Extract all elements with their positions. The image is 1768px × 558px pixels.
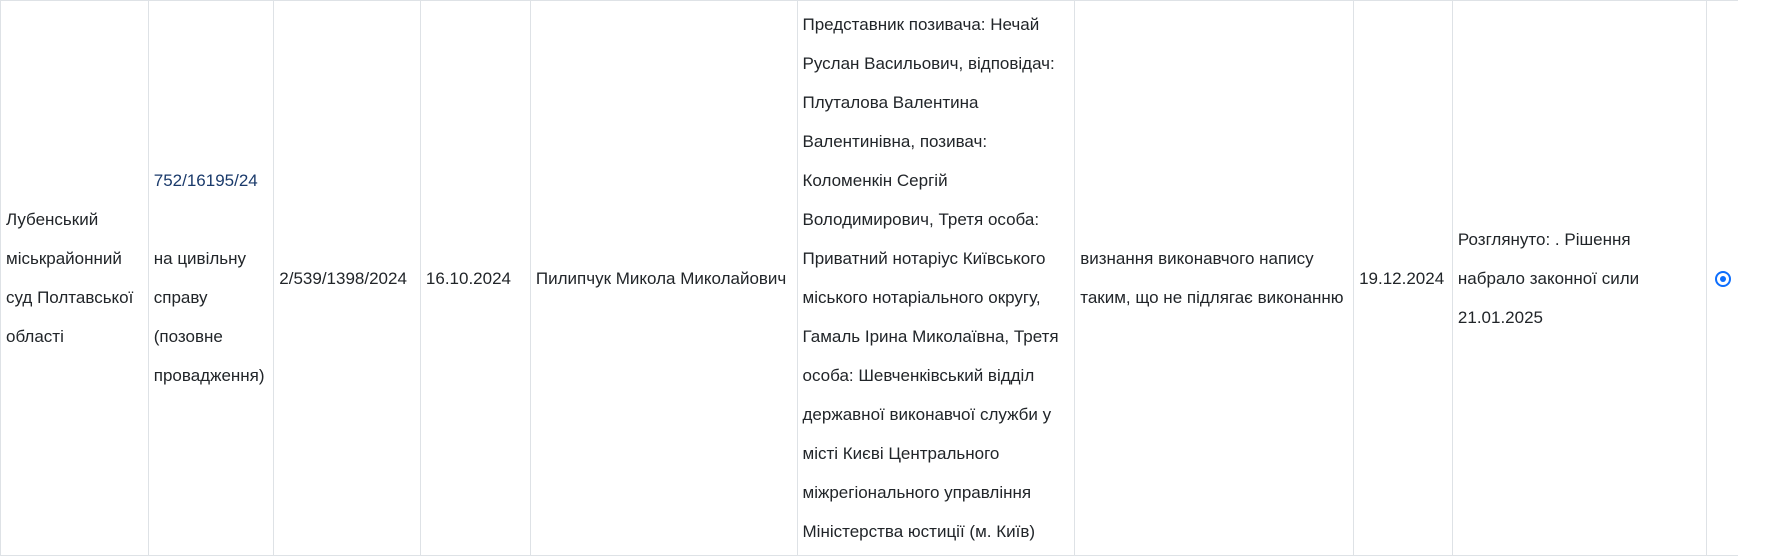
- judge-name: Пилипчук Микола Миколайович: [535, 268, 787, 288]
- case-number-link[interactable]: 752/16195/24: [153, 171, 258, 190]
- registration-date: 16.10.2024: [425, 268, 512, 288]
- case-number-cell: [148, 1, 274, 556]
- proceeding-number-cell: [274, 1, 421, 556]
- parties-text: Представник позивача: Нечай Руслан Васильович, відповідач: Плуталова Валентина Валентинівна, позивач: Коломенкін Сергій Володимирович, Третя особа: Приватний нотаріус Київського міського нотаріального округу, Гамаль Ірина Миколаївна, Третя особа: Шевченківський відділ державної виконавчої служби у місті Києві Центрального міжрегіонального управління Міністерства юстиції (м. Київ): [802, 15, 1059, 541]
- subject-text: визнання виконавчого напису таким, що не підлягає виконанню: [1080, 249, 1344, 307]
- parties-cell: [797, 1, 1075, 556]
- proceeding-number: 2/539/1398/2024: [279, 268, 407, 288]
- select-cell: [1707, 1, 1738, 556]
- select-radio[interactable]: [1715, 271, 1731, 287]
- court-cell: [1, 1, 149, 556]
- proceeding-type: на цивільну справу (позовне провадження): [153, 249, 265, 385]
- court-name: Лубенський міськрайонний суд Полтавської області: [6, 210, 134, 346]
- subject-cell: [1075, 1, 1354, 556]
- judge-cell: [530, 1, 797, 556]
- registration-date-cell: [420, 1, 530, 556]
- decision-date: 19.12.2024: [1359, 268, 1445, 288]
- status-text: Розглянуто: . Рішення набрало законної сили 21.01.2025: [1457, 229, 1640, 327]
- decision-date-cell: [1354, 1, 1453, 556]
- status-cell: [1452, 1, 1706, 556]
- table-row: [1, 1, 1739, 556]
